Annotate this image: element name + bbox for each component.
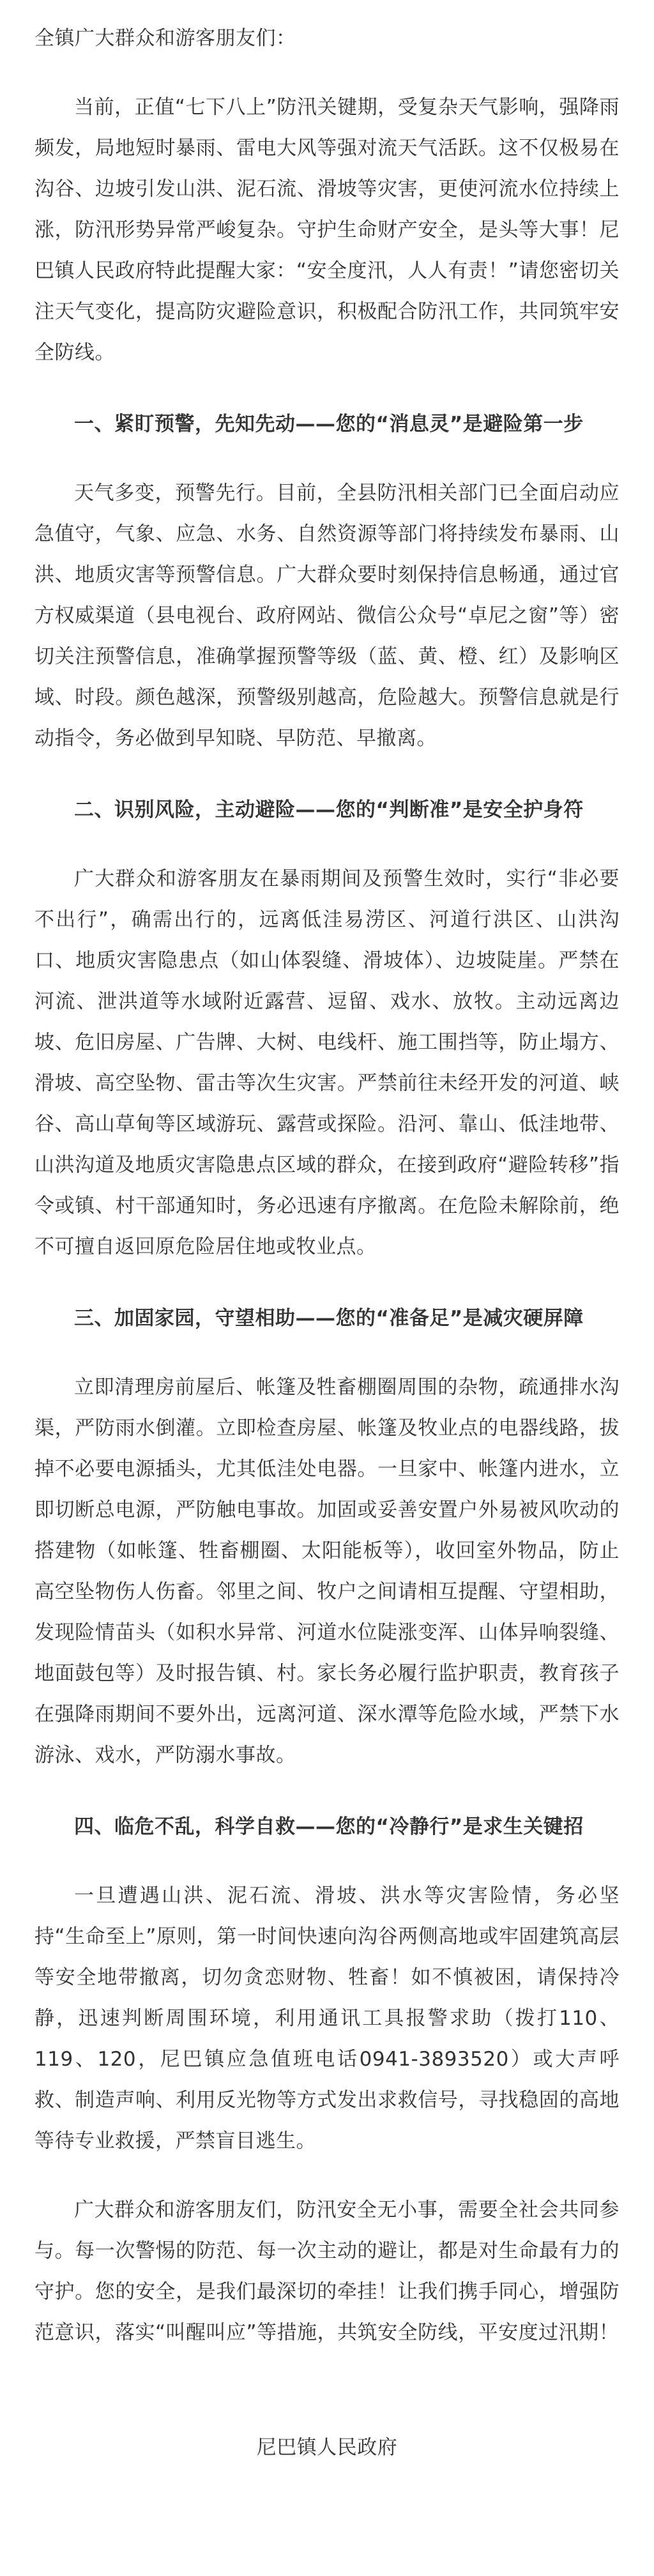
- section-1-heading: 一、紧盯预警，先知先动——您的“消息灵”是避险第一步: [74, 413, 584, 436]
- section-1-body: 天气多变，预警先行。目前，全县防汛相关部门已全面启动应急值守，气象、应急、水务、自然资源等部门将持续发布暴雨、山洪、地质灾害等预警信息。广大群众要时刻保持信息畅通，通过官方权威渠道（县电视台、政府网站、微信公众号“卓尼之窗”等）密切关注预警信息，准确掌握预警等级（蓝、黄、橙、红）及影响区域、时段。颜色越深，预警级别越高，危险越大。预警信息就是行动指令，务必做到早知晓、早防范、早撤离。: [34, 482, 620, 750]
- section-4-heading: 四、临危不乱，科学自救——您的“冷静行”是求生关键招: [74, 1815, 584, 1838]
- section-4-body: 一旦遭遇山洪、泥石流、滑坡、洪水等灾害险情，务必坚持“生命至上”原则，第一时间快速向沟谷两侧高地或牢固建筑高层等安全地带撤离，切勿贪恋财物、牲畜！如不慎被困，请保持冷静，迅速判断周围环境，利用通讯工具报警求助（拨打110、119、120，尼巴镇应急值班电话0941-3893520）或大声呼救、制造声响、利用反光物等方式发出求救信号，寻找稳固的高地等待专业救援，严禁盲目逃生。: [34, 1884, 620, 2153]
- section-2-body: 广大群众和游客朋友在暴雨期间及预警生效时，实行“非必要不出行”，确需出行的，远离低洼易涝区、河道行洪区、山洪沟口、地质灾害隐患点（如山体裂缝、滑坡体）、边坡陡崖。严禁在河流、泄洪道等水域附近露营、逗留、戏水、放牧。主动远离边坡、危旧房屋、广告牌、大树、电线杆、施工围挡等，防止塌方、滑坡、高空坠物、雷击等次生灾害。严禁前往未经开发的河道、峡谷、高山草甸等区域游玩、露营或探险。沿河、靠山、低洼地带、山洪沟道及地质灾害隐患点区域的群众，在接到政府“避险转移”指令或镇、村干部通知时，务必迅速有序撤离。在危险未解除前，绝不可擅自返回原危险居住地或牧业点。: [34, 867, 620, 1258]
- intro-paragraph: 当前，正值“七下八上”防汛关键期，受复杂天气影响，强降雨频发，局地短时暴雨、雷电大风等强对流天气活跃。这不仅极易在沟谷、边坡引发山洪、泥石流、滑坡等灾害，更使河流水位持续上涨，防汛形势异常严峻复杂。守护生命财产安全，是头等大事！尼巴镇人民政府特此提醒大家：“安全度汛，人人有责！”请您密切关注天气变化，提高防灾避险意识，积极配合防汛工作，共同筑牢安全防线。: [34, 96, 620, 364]
- section-3-heading: 三、加固家园，守望相助——您的“准备足”是减灾硬屏障: [74, 1307, 584, 1330]
- section-3-body: 立即清理房前屋后、帐篷及牲畜棚圈周围的杂物，疏通排水沟渠，严防雨水倒灌。立即检查房屋、帐篷及牧业点的电器线路，拔掉不必要电源插头，尤其低洼处电器。一旦家中、帐篷内进水，立即切断总电源，严防触电事故。加固或妥善安置户外易被风吹动的搭建物（如帐篷、牲畜棚圈、太阳能板等），收回室外物品，防止高空坠物伤人伤畜。邻里之间、牧户之间请相互提醒、守望相助，发现险情苗头（如积水异常、河道水位陡涨变浑、山体异响裂缝、地面鼓包等）及时报告镇、村。家长务必履行监护职责，教育孩子在强降雨期间不要外出，远离河道、深水潭等危险水域，严禁下水游泳、戏水，严防溺水事故。: [34, 1376, 620, 1767]
- signature: 尼巴镇人民政府: [256, 2436, 398, 2459]
- greeting: 全镇广大群众和游客朋友们：: [34, 27, 296, 50]
- section-2-heading: 二、识别风险，主动避险——您的“判断准”是安全护身符: [74, 798, 584, 821]
- closing-paragraph: 广大群众和游客朋友们，防汛安全无小事，需要全社会共同参与。每一次警惕的防范、每一次主动的避让，都是对生命最有力的守护。您的安全，是我们最深切的牵挂！让我们携手同心，增强防范意识，落实“叫醒叫应”等措施，共筑安全防线，平安度过汛期！: [34, 2199, 620, 2344]
